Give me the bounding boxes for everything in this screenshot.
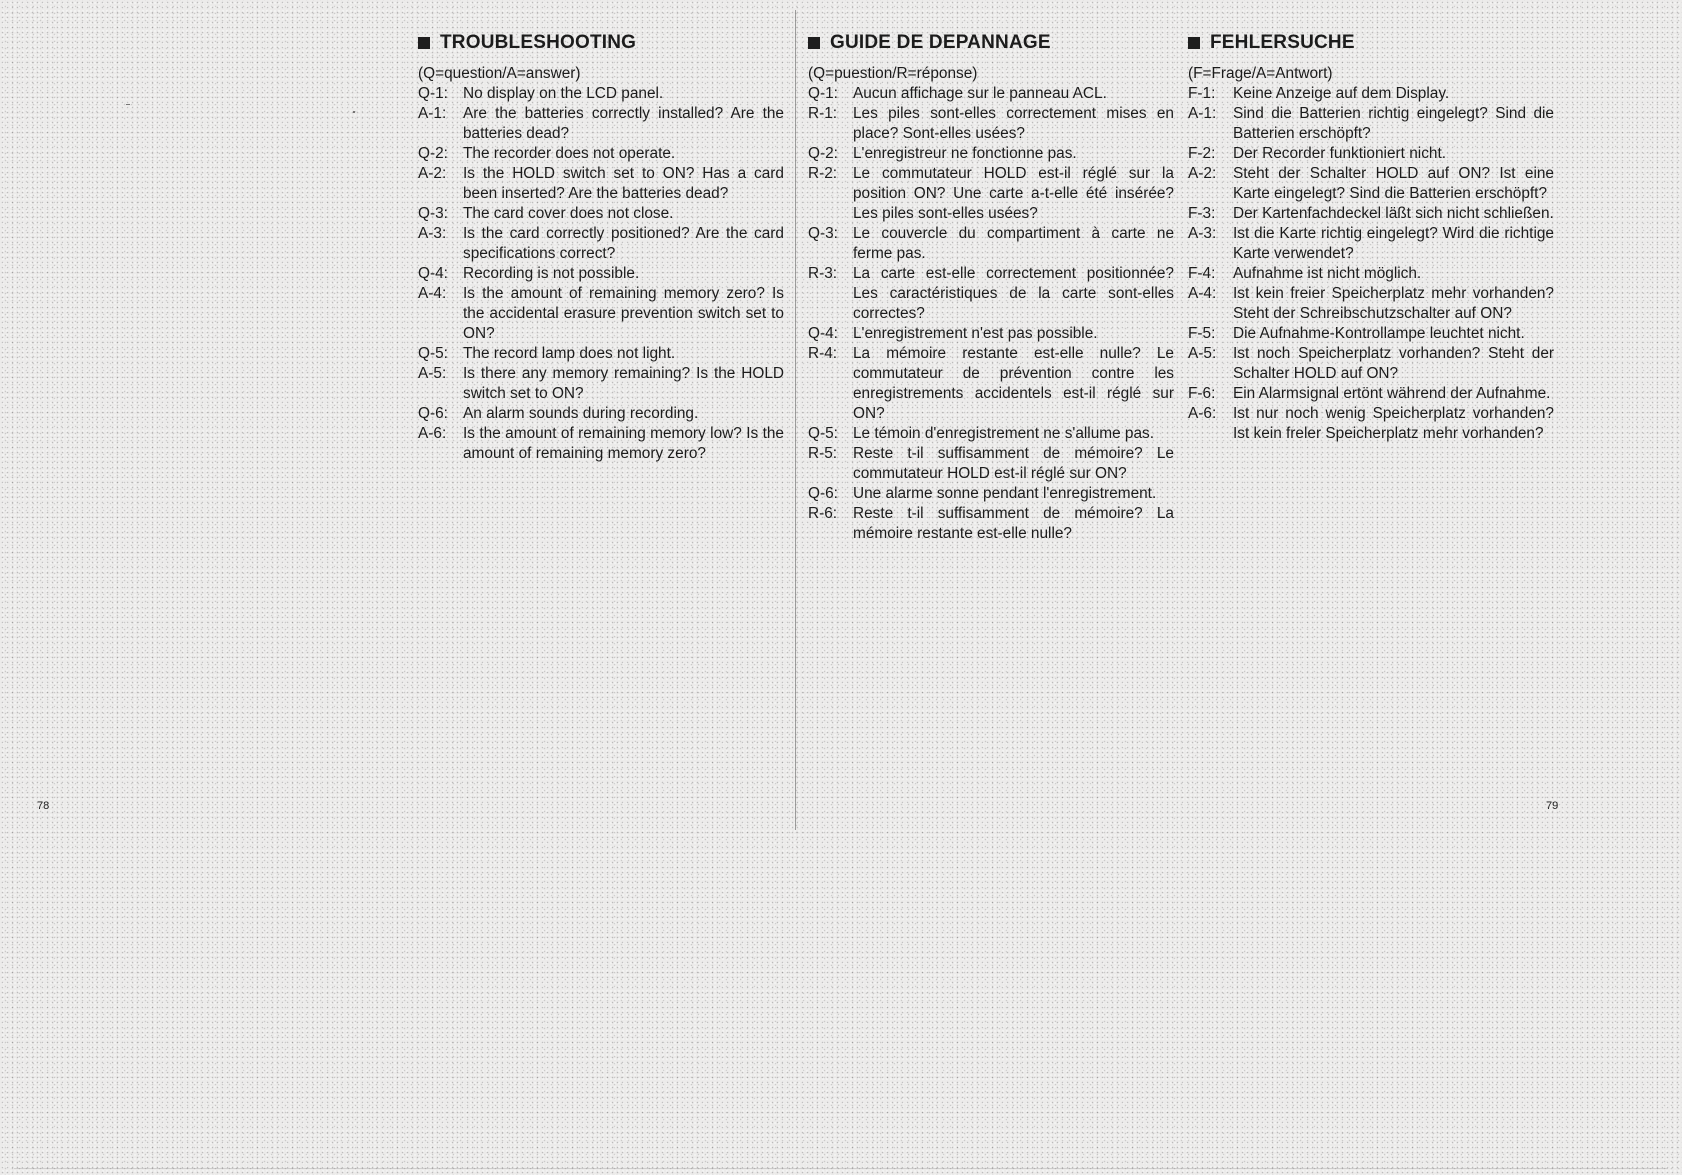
scan-speck bbox=[126, 104, 130, 105]
troubleshooting-section-en bbox=[418, 32, 784, 464]
qa-label: R-5: bbox=[808, 445, 838, 462]
qa-label: F-4: bbox=[1188, 265, 1216, 282]
qa-list bbox=[808, 84, 1174, 544]
heading-text: GUIDE DE DEPANNAGE bbox=[830, 32, 1051, 53]
qa-text: Une alarme sonne pendant l'enregistrement. bbox=[853, 485, 1157, 502]
qa-label: Q-2: bbox=[418, 145, 448, 162]
qa-item bbox=[418, 104, 784, 144]
section-heading bbox=[418, 32, 784, 54]
qa-item bbox=[1188, 404, 1554, 444]
qa-item bbox=[808, 264, 1174, 324]
qa-text: Is there any memory remaining? Is the HOLD switch set to ON? bbox=[463, 365, 784, 402]
qa-item bbox=[808, 504, 1174, 544]
qa-text: Recording is not possible. bbox=[463, 265, 640, 282]
qa-text: Der Recorder funktioniert nicht. bbox=[1233, 145, 1446, 162]
qa-label: A-4: bbox=[418, 285, 447, 302]
qa-text: No display on the LCD panel. bbox=[463, 85, 664, 102]
qa-label: A-5: bbox=[418, 365, 447, 382]
qa-item bbox=[1188, 344, 1554, 384]
qa-label: A-1: bbox=[418, 105, 447, 122]
section-heading bbox=[808, 32, 1174, 54]
qa-item bbox=[418, 404, 784, 424]
qa-text: Reste t-il suffisamment de mémoire? La mémoire restante est-elle nulle? bbox=[853, 505, 1174, 542]
qa-label: A-3: bbox=[418, 225, 447, 242]
qa-item bbox=[808, 444, 1174, 484]
qa-text: Le commutateur HOLD est-il réglé sur la position ON? Une carte a-t-elle été insérée? Les piles sont-elles usées? bbox=[853, 165, 1174, 222]
qa-item bbox=[1188, 84, 1554, 104]
qa-text: Steht der Schalter HOLD auf ON? Ist eine Karte eingelegt? Sind die Batterien erschöpft? bbox=[1233, 165, 1554, 202]
qa-item bbox=[418, 144, 784, 164]
qa-label: Q-5: bbox=[808, 425, 838, 442]
page-number-left: 78 bbox=[37, 800, 50, 812]
qa-label: Q-6: bbox=[808, 485, 838, 502]
qa-item bbox=[808, 144, 1174, 164]
qa-text: Les piles sont-elles correctement mises en place? Sont-elles usées? bbox=[853, 105, 1174, 142]
qa-label: F-6: bbox=[1188, 385, 1216, 402]
qa-list bbox=[1188, 84, 1554, 444]
qa-text: Is the amount of remaining memory low? Is the amount of remaining memory zero? bbox=[463, 425, 784, 462]
qa-item bbox=[1188, 384, 1554, 404]
troubleshooting-section-de bbox=[1188, 32, 1554, 444]
qa-text: Are the batteries correctly installed? Are the batteries dead? bbox=[463, 105, 784, 142]
qa-label: A-6: bbox=[418, 425, 447, 442]
qa-text: Is the HOLD switch set to ON? Has a card been inserted? Are the batteries dead? bbox=[463, 165, 784, 202]
qa-text: Ist nur noch wenig Speicherplatz vorhanden? Ist kein freler Speicherplatz mehr vorhanden? bbox=[1233, 405, 1554, 442]
qa-text: Der Kartenfachdeckel läßt sich nicht schließen. bbox=[1233, 205, 1554, 222]
qa-label: R-3: bbox=[808, 265, 838, 282]
qa-item bbox=[1188, 104, 1554, 144]
qa-list bbox=[418, 84, 784, 464]
qa-item bbox=[1188, 324, 1554, 344]
qa-label: Q-4: bbox=[418, 265, 448, 282]
qa-item bbox=[418, 424, 784, 464]
qa-item bbox=[1188, 284, 1554, 324]
qa-label: R-6: bbox=[808, 505, 838, 522]
qa-item bbox=[808, 424, 1174, 444]
qa-item bbox=[808, 484, 1174, 504]
qa-text: L'enregistreur ne fonctionne pas. bbox=[853, 145, 1077, 162]
square-bullet-icon bbox=[1188, 37, 1200, 49]
qa-label: Q-4: bbox=[808, 325, 838, 342]
qa-label: F-5: bbox=[1188, 325, 1216, 342]
qa-legend: (Q=puestion/R=réponse) bbox=[808, 65, 978, 82]
qa-text: La mémoire restante est-elle nulle? Le commutateur de prévention contre les enregistrements accidentels est-il réglé sur ON? bbox=[853, 345, 1174, 422]
qa-label: Q-1: bbox=[808, 85, 838, 102]
qa-item bbox=[418, 84, 784, 104]
troubleshooting-section-fr bbox=[808, 32, 1174, 544]
qa-legend: (F=Frage/A=Antwort) bbox=[1188, 65, 1333, 82]
qa-item bbox=[808, 224, 1174, 264]
qa-text: Is the card correctly positioned? Are the card specifications correct? bbox=[463, 225, 784, 262]
scan-speck bbox=[353, 111, 355, 113]
qa-label: A-5: bbox=[1188, 345, 1217, 362]
qa-text: An alarm sounds during recording. bbox=[463, 405, 699, 422]
qa-item bbox=[808, 324, 1174, 344]
square-bullet-icon bbox=[808, 37, 820, 49]
qa-text: Le couvercle du compartiment à carte ne ferme pas. bbox=[853, 225, 1174, 262]
heading-text: FEHLERSUCHE bbox=[1210, 32, 1355, 53]
qa-text: Die Aufnahme-Kontrollampe leuchtet nicht. bbox=[1233, 325, 1525, 342]
qa-text: Le témoin d'enregistrement ne s'allume pas. bbox=[853, 425, 1155, 442]
qa-text: The record lamp does not light. bbox=[463, 345, 676, 362]
qa-label: A-2: bbox=[1188, 165, 1217, 182]
qa-label: Q-1: bbox=[418, 85, 448, 102]
qa-text: Ist noch Speicherplatz vorhanden? Steht der Schalter HOLD auf ON? bbox=[1233, 345, 1554, 382]
qa-label: Q-6: bbox=[418, 405, 448, 422]
qa-label: A-2: bbox=[418, 165, 447, 182]
qa-item bbox=[808, 164, 1174, 224]
page-gutter bbox=[795, 10, 796, 830]
qa-label: R-2: bbox=[808, 165, 838, 182]
qa-text: Ist die Karte richtig eingelegt? Wird die richtige Karte verwendet? bbox=[1233, 225, 1554, 262]
qa-item bbox=[418, 204, 784, 224]
qa-item bbox=[808, 104, 1174, 144]
qa-label: A-6: bbox=[1188, 405, 1217, 422]
qa-item bbox=[418, 344, 784, 364]
qa-legend: (Q=question/A=answer) bbox=[418, 65, 581, 82]
qa-item bbox=[1188, 144, 1554, 164]
qa-text: Sind die Batterien richtig eingelegt? Sind die Batterien erschöpft? bbox=[1233, 105, 1554, 142]
qa-item bbox=[808, 84, 1174, 104]
square-bullet-icon bbox=[418, 37, 430, 49]
qa-label: Q-2: bbox=[808, 145, 838, 162]
page-bottom-edge bbox=[14, 1168, 1668, 1169]
qa-text: The card cover does not close. bbox=[463, 205, 674, 222]
qa-label: F-3: bbox=[1188, 205, 1216, 222]
qa-label: Q-3: bbox=[418, 205, 448, 222]
qa-item bbox=[1188, 224, 1554, 264]
qa-text: La carte est-elle correctement positionnée? Les caractéristiques de la carte sont-elles correctes? bbox=[853, 265, 1174, 322]
qa-text: Reste t-il suffisamment de mémoire? Le commutateur HOLD est-il réglé sur ON? bbox=[853, 445, 1174, 482]
qa-text: Ein Alarmsignal ertönt während der Aufnahme. bbox=[1233, 385, 1551, 402]
qa-label: R-1: bbox=[808, 105, 838, 122]
qa-label: A-4: bbox=[1188, 285, 1217, 302]
page-number-right: 79 bbox=[1546, 800, 1559, 812]
qa-text: Aucun affichage sur le panneau ACL. bbox=[853, 85, 1107, 102]
qa-item bbox=[808, 344, 1174, 424]
qa-item bbox=[418, 164, 784, 204]
qa-label: F-1: bbox=[1188, 85, 1216, 102]
qa-label: R-4: bbox=[808, 345, 838, 362]
heading-text: TROUBLESHOOTING bbox=[440, 32, 637, 53]
qa-label: Q-5: bbox=[418, 345, 448, 362]
qa-text: Keine Anzeige auf dem Display. bbox=[1233, 85, 1450, 102]
qa-label: F-2: bbox=[1188, 145, 1216, 162]
qa-text: Ist kein freier Speicherplatz mehr vorhanden? Steht der Schreibschutzschalter auf ON? bbox=[1233, 285, 1554, 322]
qa-text: Is the amount of remaining memory zero? Is the accidental erasure prevention switch set to ON? bbox=[463, 285, 784, 342]
qa-label: A-3: bbox=[1188, 225, 1217, 242]
qa-label: Q-3: bbox=[808, 225, 838, 242]
qa-item bbox=[418, 264, 784, 284]
qa-text: Aufnahme ist nicht möglich. bbox=[1233, 265, 1422, 282]
section-heading bbox=[1188, 32, 1554, 54]
qa-item bbox=[1188, 204, 1554, 224]
qa-text: The recorder does not operate. bbox=[463, 145, 676, 162]
qa-item bbox=[418, 284, 784, 344]
qa-item bbox=[418, 364, 784, 404]
qa-item bbox=[1188, 164, 1554, 204]
qa-text: L'enregistrement n'est pas possible. bbox=[853, 325, 1098, 342]
qa-item bbox=[418, 224, 784, 264]
qa-item bbox=[1188, 264, 1554, 284]
qa-label: A-1: bbox=[1188, 105, 1217, 122]
